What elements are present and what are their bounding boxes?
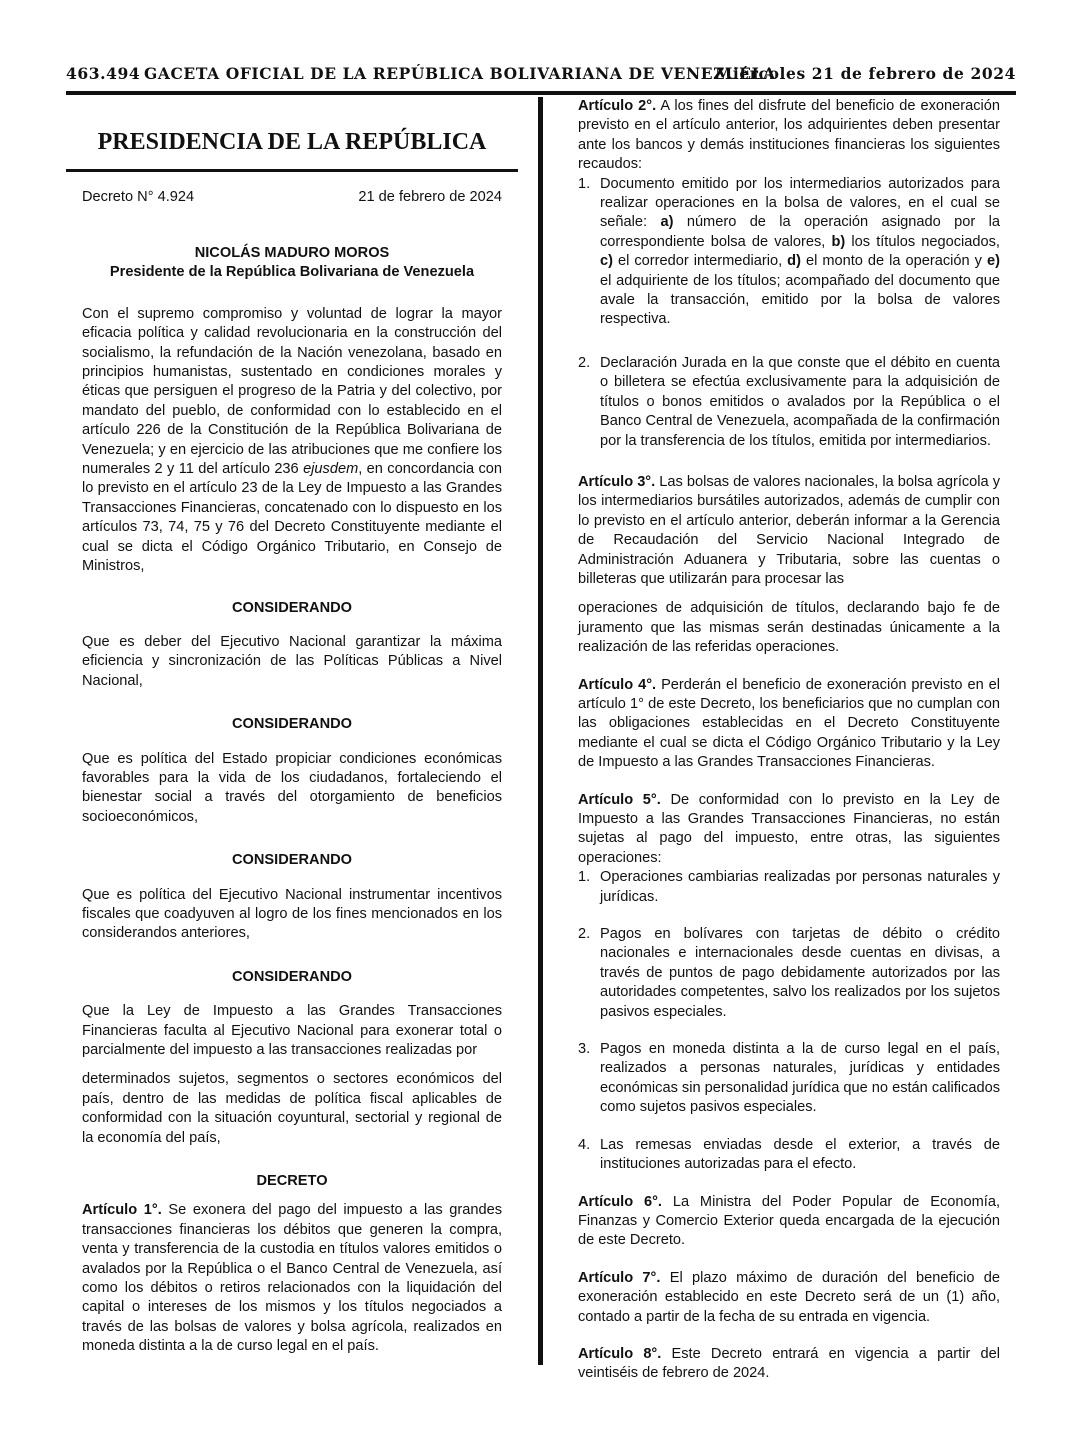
article-5-label: Artículo 5°. [578, 791, 661, 808]
considerando-heading-1: CONSIDERANDO [232, 599, 352, 616]
article-8-label: Artículo 8°. [578, 1345, 662, 1362]
considerando-heading-4: CONSIDERANDO [232, 968, 352, 985]
article-2 [578, 97, 1000, 175]
list-item-text: Pagos en moneda distinta a la de curso legal en el país, realizados a personas naturales, jurídicas y entidades económicas sin personalidad jurídica que no están calificados como sujetos pasivos especiales. [600, 1041, 1000, 1116]
decree-number: Decreto N° 4.924 [82, 189, 195, 205]
considerando-text-4b: determinados sujetos, segmentos o sectores económicos del país, dentro de las medidas de política fiscal aplicables de conformidad con la situación coyuntural, sectorial y regional de la economía del país, [82, 1071, 502, 1146]
article-3 [578, 473, 1000, 589]
article-3-continued: operaciones de adquisición de títulos, declarando bajo fe de juramento que las mismas serán destinadas únicamente a la realización de las referidas operaciones. [578, 600, 1000, 656]
list-item-number: 3. [578, 1041, 591, 1058]
list-item-text: número de la operación asignado por la correspondiente bolsa de valores, [600, 214, 1000, 250]
publication-date: Miércoles 21 de febrero de 2024 [715, 64, 1016, 83]
list-item-text: Declaración Jurada en la que conste que el débito en cuenta o billetera se efectúa exclusivamente para la adquisición de títulos o bonos emitidos o avalados por la República o el Banco Central de Venezuela, acompañada de la confirmación por la transferencia de los títulos, emitida por intermediarios. [600, 354, 1000, 449]
header-rule [66, 91, 1016, 95]
list-item [578, 1136, 1000, 1175]
decreto-heading: DECRETO [256, 1173, 328, 1190]
list-item [578, 354, 1000, 451]
considerando-text-4a: Que la Ley de Impuesto a las Grandes Transacciones Financieras faculta al Ejecutivo Nacional para exonerar total o parcialmente del impuesto a las transacciones realizadas por [82, 1003, 502, 1058]
article-8-text: Este Decreto entrará en vigencia a partir del veintiséis de febrero de 2024. [578, 1345, 1000, 1382]
article-2-label: Artículo 2°. [578, 98, 657, 114]
list-item-number: 2. [578, 354, 591, 371]
preamble-ejusdem: ejusdem [303, 461, 359, 478]
article-6-label: Artículo 6°. [578, 1193, 662, 1210]
considerando-heading-2: CONSIDERANDO [232, 716, 352, 733]
list-item-letter: e) [987, 253, 1000, 270]
list-item-text: Documento emitido por los intermediarios autorizados para realizar operaciones en la bolsa de valores, en el cual se señale: [600, 175, 1000, 231]
article-2-list [578, 175, 1000, 451]
list-item-text: el adquiriente de los títulos; acompañado del documento que avale la transacción, emitido por la bolsa de valores respectiva. [600, 272, 1000, 328]
article-5 [578, 791, 1000, 869]
list-item-number: 2. [578, 926, 591, 943]
right-column [578, 97, 1000, 1384]
article-1-label: Artículo 1°. [82, 1202, 162, 1219]
article-2-text: A los fines del disfrute del beneficio de exoneración previsto en el artículo anterior, los adquirientes deben presentar ante los bancos y demás instituciones financieras los siguientes recaudos: [578, 98, 1000, 173]
list-item-text: Operaciones cambiarias realizadas por personas naturales y jurídicas. [600, 869, 1000, 905]
page-number: 463.494 [66, 64, 141, 83]
list-item-number: 1. [578, 869, 591, 886]
considerando-text-3: Que es política del Ejecutivo Nacional instrumentar incentivos fiscales que coadyuven al logro de los fines mencionados en los considerandos anteriores, [82, 886, 502, 942]
list-item-number: 1. [578, 175, 591, 192]
article-1-text: Se exonera del pago del impuesto a las grandes transacciones financieras los débitos que generen la compra, venta y transferencia de la custodia en títulos valores emitidos o avalados por la República o el Banco Central de Venezuela, así como los débitos o retiros relacionados con la liquidación del capital o intereses de los mismos y los títulos negociados a través de las bolsas de valores y bolsa agrícola, realizados en moneda distinta a la de curso legal en el país. [82, 1202, 502, 1355]
article-5-text: De conformidad con lo previsto en la Ley de Impuesto a las Grandes Transacciones Financieras, no están sujetas al pago del impuesto, entre otras, las siguientes operaciones: [578, 791, 1000, 866]
preamble [82, 305, 502, 577]
article-3-label: Artículo 3°. [578, 473, 656, 490]
section-title: PRESIDENCIA DE LA REPÚBLICA [97, 129, 487, 155]
preamble-part-a: Con el supremo compromiso y voluntad de lograr la mayor eficacia política y calidad revolucionaria en la construcción del socialismo, la refundación de la Nación venezolana, basado en principios humanistas, sustentado en condiciones morales y éticas que persiguen el progreso de la Patria y del colectivo, por mandato del pueblo, de conformidad con lo establecido en el artículo 226 de la Constitución de la República Bolivariana de Venezuela; y en ejercicio de las atribuciones que me confiere los numerales 2 y 11 del artículo 236 [82, 305, 502, 478]
article-4 [578, 676, 1000, 773]
article-6 [578, 1193, 1000, 1251]
publication-title: GACETA OFICIAL DE LA REPÚBLICA BOLIVARIANA DE VENEZUELA [144, 64, 776, 83]
article-6-text: La Ministra del Poder Popular de Economía, Finanzas y Comercio Exterior queda encargada de la ejecución de este Decreto. [578, 1193, 1000, 1249]
article-8 [578, 1345, 1000, 1384]
article-7-label: Artículo 7°. [578, 1269, 661, 1286]
section-rule [66, 169, 518, 172]
decree-date: 21 de febrero de 2024 [358, 189, 502, 205]
considerando-text-1: Que es deber del Ejecutivo Nacional garantizar la máxima eficiencia y sincronización de las Políticas Públicas a Nivel Nacional, [82, 633, 502, 689]
column-divider [538, 97, 543, 1365]
list-item-letter: d) [787, 253, 801, 270]
list-item-letter: a) [660, 214, 674, 231]
list-item-text: el corredor intermediario, [612, 253, 788, 270]
preamble-part-b: , en concordancia con lo previsto en el artículo 23 de la Ley de Impuesto a las Grandes Transacciones Financieras, concatenado con lo dispuesto en los artículos 73, 74, 75 y 76 del Decreto Constituyente mediante el cual se dicta el Código Orgánico Tributario, en Consejo de Ministros, [82, 461, 503, 575]
list-item-number: 4. [578, 1136, 591, 1153]
list-item-letter: c) [600, 253, 613, 270]
article-7-text: El plazo máximo de duración del beneficio de exoneración establecido en este Decreto será de un (1) año, contado a partir de la fecha de su entrada en vigencia. [578, 1269, 1000, 1325]
president-name: NICOLÁS MADURO MOROS [194, 245, 390, 261]
decree-meta [82, 188, 502, 208]
president-title: Presidente de la República Bolivariana de Venezuela [109, 264, 475, 281]
article-1 [82, 1201, 502, 1356]
list-item-text: Pagos en bolívares con tarjetas de débito o crédito nacionales e internacionales desde cuentas en divisas, a través de puntos de pago debidamente autorizados por las autoridades competentes, salvo los realizados por los sujetos pasivos especiales. [600, 926, 1000, 1020]
list-item [578, 1040, 1000, 1118]
list-item [578, 868, 1000, 907]
list-item [578, 925, 1000, 1022]
list-item-text: Las remesas enviadas desde el exterior, a través de instituciones autorizadas para el efecto. [600, 1136, 1000, 1173]
list-item [578, 175, 1000, 330]
article-4-text: Perderán el beneficio de exoneración previsto en el artículo 1° de este Decreto, los beneficiarios que no cumplan con las obligaciones establecidas en el Decreto Constituyente mediante el cual se dicta el Código Orgánico Tributario y la Ley de Impuesto a las Grandes Transacciones Financieras. [578, 676, 1001, 771]
considerando-text-2: Que es política del Estado propiciar condiciones económicas favorables para la vida de los ciudadanos, fortaleciendo el bienestar social a través del otorgamiento de beneficios socioeconómicos, [82, 750, 502, 825]
list-item-text: los títulos negociados, [845, 233, 1000, 250]
list-item-letter: b) [831, 233, 846, 250]
article-5-list [578, 868, 1000, 1174]
article-7 [578, 1269, 1000, 1327]
article-4-label: Artículo 4°. [578, 676, 657, 693]
left-column [66, 97, 518, 1357]
considerando-heading-3: CONSIDERANDO [232, 852, 352, 869]
article-3-text-a: Las bolsas de valores nacionales, la bolsa agrícola y los intermediarios bursátiles autorizados, además de cumplir con lo previsto en el artículo anterior, deberán informar a la Gerencia de Recaudación del Servicio Nacional Integrado de Administración Aduanera y Tributaria, sobre las cuentas o billeteras que utilizarán para procesar las [578, 473, 1000, 587]
list-item-text: el monto de la operación y [800, 253, 987, 270]
